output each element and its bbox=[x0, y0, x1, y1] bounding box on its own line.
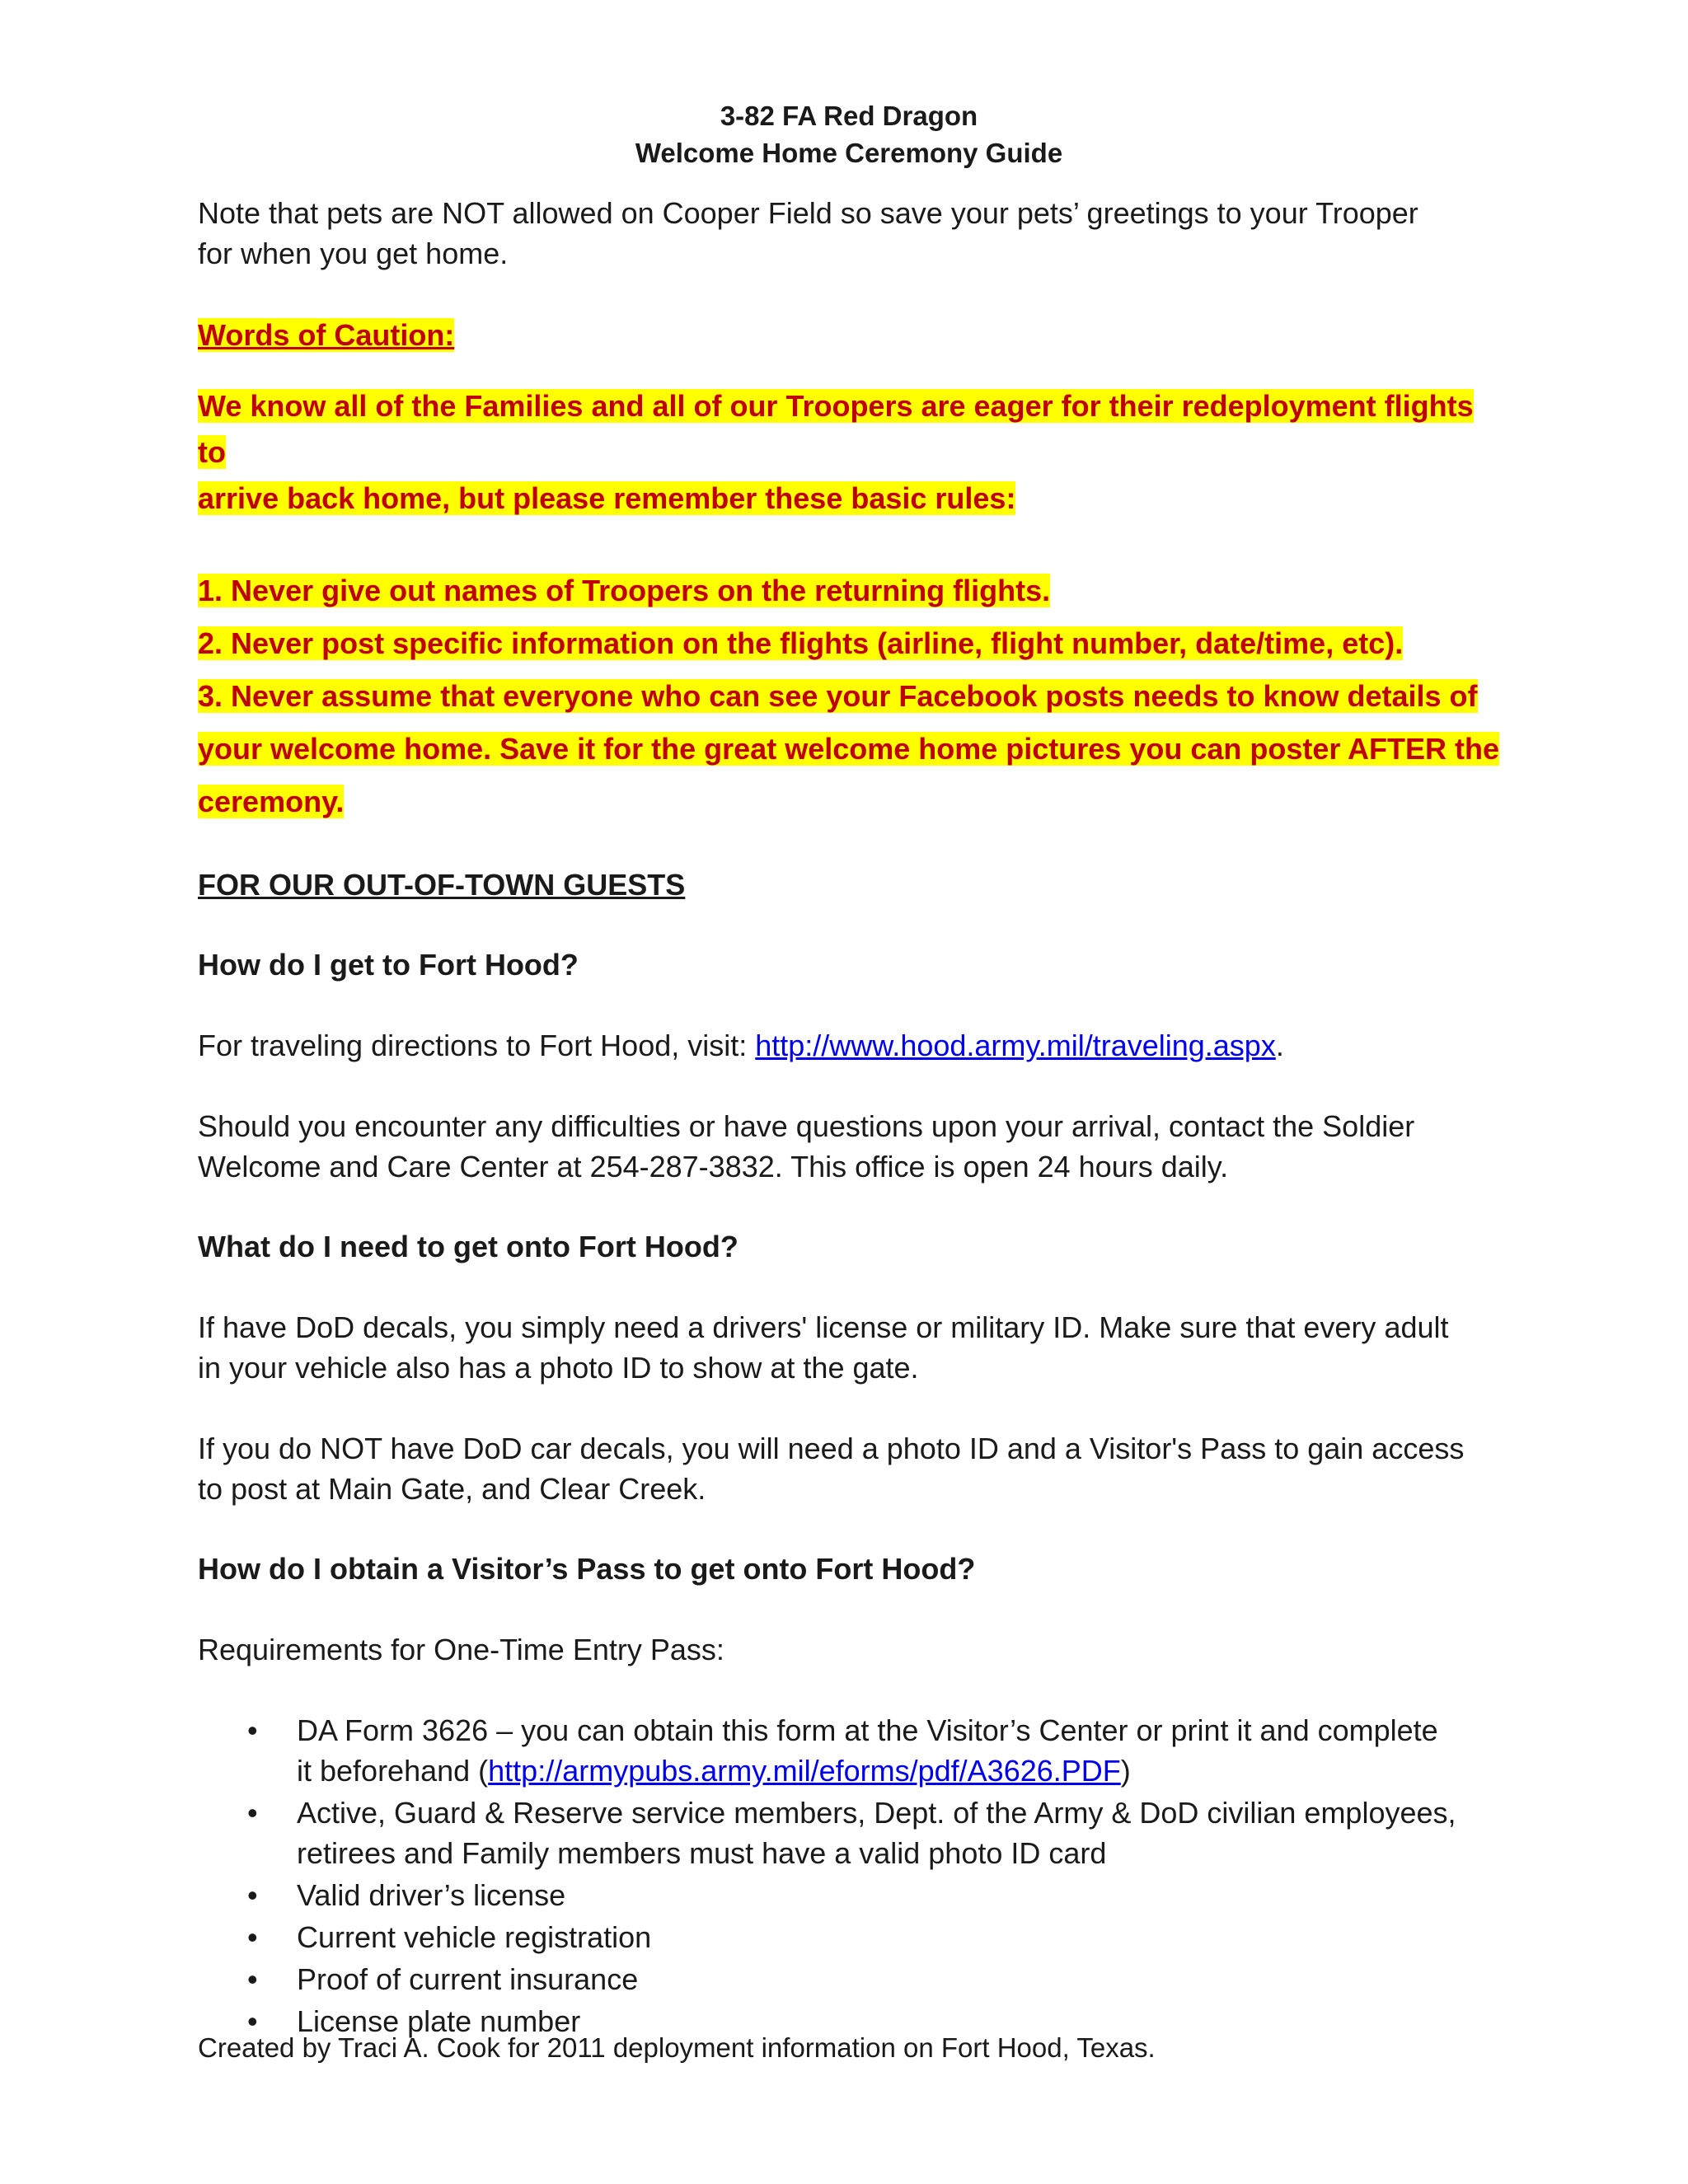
decals-paragraph bbox=[198, 1307, 1500, 1388]
req-6: License plate number bbox=[297, 2004, 581, 2038]
footer-credit: Created by Traci A. Cook for 2011 deployment information on Fort Hood, Texas. bbox=[198, 2032, 1156, 2063]
title-line-2: Welcome Home Ceremony Guide bbox=[635, 138, 1063, 168]
document-title bbox=[198, 97, 1500, 171]
question-visitor-pass: How do I obtain a Visitor’s Pass to get onto Fort Hood? bbox=[198, 1552, 976, 1586]
requirements-intro: Requirements for One-Time Entry Pass: bbox=[198, 1633, 724, 1666]
directions-text: For traveling directions to Fort Hood, visit: bbox=[198, 1029, 756, 1062]
list-item bbox=[198, 1917, 1500, 1957]
req-5: Proof of current insurance bbox=[297, 1962, 639, 1996]
rule-3-line-2: your welcome home. Save it for the great welcome home pictures you can poster AFTER the bbox=[198, 732, 1500, 766]
rule-2: 2. Never post specific information on the flights (airline, flight number, date/time, etc). bbox=[198, 626, 1404, 660]
list-item bbox=[198, 1793, 1500, 1873]
req-4: Current vehicle registration bbox=[297, 1920, 652, 1954]
question-get-onto-fort-hood: What do I need to get onto Fort Hood? bbox=[198, 1230, 738, 1263]
no-decals-line-2: to post at Main Gate, and Clear Creek. bbox=[198, 1472, 706, 1506]
caution-body bbox=[198, 383, 1500, 522]
rule-1: 1. Never give out names of Troopers on the returning flights. bbox=[198, 574, 1051, 607]
rule-3-line-1: 3. Never assume that everyone who can see your Facebook posts needs to know details of bbox=[198, 679, 1478, 713]
caution-heading-text: Words of Caution: bbox=[198, 318, 455, 352]
list-item bbox=[198, 1875, 1500, 1915]
list-item bbox=[198, 1959, 1500, 1999]
decals-line-1: If have DoD decals, you simply need a drivers' license or military ID. Make sure that every adult bbox=[198, 1310, 1449, 1344]
contact-line-2: Welcome and Care Center at 254-287-3832. This office is open 24 hours daily. bbox=[198, 1150, 1229, 1183]
pets-note bbox=[198, 193, 1500, 274]
req-3: Valid driver’s license bbox=[297, 1878, 566, 1912]
no-decals-line-1: If you do NOT have DoD car decals, you will need a photo ID and a Visitor's Pass to gain access bbox=[198, 1432, 1465, 1465]
bullet: • bbox=[247, 2004, 258, 2038]
no-decals-paragraph bbox=[198, 1428, 1500, 1509]
bullet: • bbox=[247, 1920, 258, 1954]
decals-line-2: in your vehicle also has a photo ID to show at the gate. bbox=[198, 1351, 919, 1385]
pets-note-line-1: Note that pets are NOT allowed on Cooper Field so save your pets’ greetings to your Trooper bbox=[198, 196, 1418, 230]
bullet: • bbox=[247, 1878, 258, 1912]
caution-heading bbox=[198, 312, 1500, 359]
title-line-1: 3-82 FA Red Dragon bbox=[720, 101, 978, 131]
req-1-line-2-pre: it beforehand ( bbox=[297, 1754, 489, 1788]
form-3626-link[interactable]: http://armypubs.army.mil/eforms/pdf/A3626.PDF bbox=[488, 1754, 1121, 1788]
guests-heading: FOR OUR OUT-OF-TOWN GUESTS bbox=[198, 868, 686, 902]
pets-note-line-2: for when you get home. bbox=[198, 237, 509, 270]
req-2-line-1: Active, Guard & Reserve service members, Dept. of the Army & DoD civilian employees, bbox=[297, 1796, 1456, 1830]
bullet: • bbox=[247, 1713, 258, 1747]
directions-link[interactable]: http://www.hood.army.mil/traveling.aspx bbox=[755, 1029, 1276, 1062]
caution-body-line-1: We know all of the Families and all of our Troopers are eager for their redeployment flights to bbox=[198, 389, 1474, 469]
directions-end: . bbox=[1275, 1029, 1284, 1062]
list-item bbox=[198, 1710, 1500, 1791]
question-get-to-fort-hood: How do I get to Fort Hood? bbox=[198, 948, 579, 982]
req-2-line-2: retirees and Family members must have a valid photo ID card bbox=[297, 1836, 1107, 1870]
caution-body-line-2: arrive back home, but please remember these basic rules: bbox=[198, 481, 1016, 515]
req-1-line-1: DA Form 3626 – you can obtain this form at the Visitor’s Center or print it and complete bbox=[297, 1713, 1438, 1747]
caution-rules bbox=[198, 568, 1500, 832]
req-1-line-2-post: ) bbox=[1120, 1754, 1131, 1788]
contact-paragraph bbox=[198, 1106, 1500, 1187]
rule-3-line-3: ceremony. bbox=[198, 785, 345, 818]
directions-paragraph bbox=[198, 1025, 1500, 1066]
contact-line-1: Should you encounter any difficulties or have questions upon your arrival, contact the Soldier bbox=[198, 1109, 1415, 1143]
bullet: • bbox=[247, 1962, 258, 1996]
bullet: • bbox=[247, 1796, 258, 1830]
requirements-list bbox=[198, 1710, 1500, 2041]
document-page bbox=[198, 97, 1500, 2043]
